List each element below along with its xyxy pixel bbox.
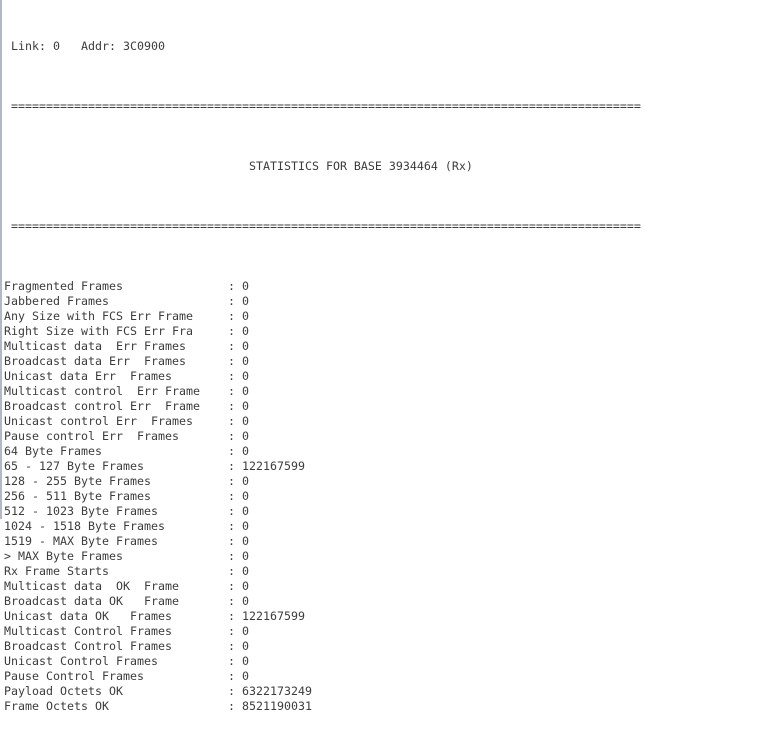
stat-colon: : [227, 459, 242, 473]
stat-row [4, 294, 759, 309]
stat-colon: : [227, 384, 242, 398]
stat-value: 0 [241, 594, 249, 608]
stat-label: 128 - 255 Byte Frames [4, 474, 151, 488]
stat-value: 0 [241, 324, 249, 338]
stat-row [4, 654, 759, 669]
stat-colon: : [227, 339, 242, 353]
stat-row [4, 444, 759, 459]
stat-colon: : [227, 534, 242, 548]
stat-label: 1519 - MAX Byte Frames [4, 534, 158, 548]
stat-label: Pause Control Frames [4, 669, 144, 683]
stat-label: Broadcast data OK Frame [4, 594, 179, 608]
stat-label: Multicast control Err Frame [4, 384, 200, 398]
stat-value: 0 [241, 489, 249, 503]
stat-colon: : [227, 279, 242, 293]
stat-value: 0 [241, 564, 249, 578]
stat-colon: : [227, 594, 242, 608]
stat-label: Rx Frame Starts [4, 564, 109, 578]
status-line [4, 39, 759, 54]
stat-value: 0 [241, 549, 249, 563]
stat-label: Unicast Control Frames [4, 654, 158, 668]
stat-label: Frame Octets OK [4, 699, 109, 713]
stat-row [4, 549, 759, 564]
stat-value: 6322173249 [241, 684, 312, 698]
stat-label: Broadcast Control Frames [4, 639, 172, 653]
stat-value: 8521190031 [241, 699, 312, 713]
stat-value: 0 [241, 624, 249, 638]
stat-row [4, 429, 759, 444]
separator-line-bottom: ========================================================================================== [4, 219, 641, 233]
stat-colon: : [227, 354, 242, 368]
stat-value: 0 [241, 414, 249, 428]
stat-label: Unicast data Err Frames [4, 369, 172, 383]
stat-label: Unicast control Err Frames [4, 414, 193, 428]
stat-value: 0 [241, 399, 249, 413]
stat-colon: : [227, 474, 242, 488]
stat-value: 122167599 [241, 459, 305, 473]
stat-colon: : [227, 654, 242, 668]
stat-row [4, 519, 759, 534]
stat-row [4, 489, 759, 504]
stat-value: 0 [241, 339, 249, 353]
stat-colon: : [227, 324, 242, 338]
stat-colon: : [227, 699, 242, 713]
stat-row [4, 609, 759, 624]
stat-colon: : [227, 399, 242, 413]
stat-value: 0 [241, 309, 249, 323]
stat-colon: : [227, 489, 242, 503]
stat-value: 0 [241, 354, 249, 368]
stat-colon: : [227, 429, 242, 443]
stat-colon: : [227, 504, 242, 518]
separator-line-top: ========================================================================================== [4, 99, 641, 113]
stat-label: 64 Byte Frames [4, 444, 102, 458]
stat-row [4, 534, 759, 549]
stat-value: 0 [241, 279, 249, 293]
stat-row [4, 669, 759, 684]
stat-row [4, 624, 759, 639]
stat-row [4, 564, 759, 579]
stat-label: Payload Octets OK [4, 684, 123, 698]
stat-label: Unicast data OK Frames [4, 609, 172, 623]
stat-value: 0 [241, 579, 249, 593]
stat-row [4, 684, 759, 699]
stat-colon: : [227, 609, 242, 623]
stat-row [4, 279, 759, 294]
stat-colon: : [227, 414, 242, 428]
stat-value: 0 [241, 384, 249, 398]
stat-colon: : [227, 684, 242, 698]
stat-rows-container [4, 279, 759, 714]
stat-label: Multicast Control Frames [4, 624, 172, 638]
stat-colon: : [227, 624, 242, 638]
stat-label: Broadcast data Err Frames [4, 354, 186, 368]
stat-label: 65 - 127 Byte Frames [4, 459, 144, 473]
stat-value: 0 [241, 474, 249, 488]
stat-label: Multicast data Err Frames [4, 339, 186, 353]
addr-field: Addr: 3C0900 [60, 39, 165, 53]
stat-colon: : [227, 564, 242, 578]
stat-label: Any Size with FCS Err Frame [4, 309, 193, 323]
stat-label: Jabbered Frames [4, 294, 109, 308]
stat-value: 122167599 [241, 609, 305, 623]
stat-colon: : [227, 669, 242, 683]
stat-label: Fragmented Frames [4, 279, 123, 293]
stat-colon: : [227, 579, 242, 593]
stat-label: > MAX Byte Frames [4, 549, 123, 563]
stat-row [4, 324, 759, 339]
stat-label: Multicast data OK Frame [4, 579, 179, 593]
stat-label: Broadcast control Err Frame [4, 399, 200, 413]
stat-colon: : [227, 294, 242, 308]
stat-label: 1024 - 1518 Byte Frames [4, 519, 165, 533]
stat-row [4, 414, 759, 429]
stat-row [4, 474, 759, 489]
stat-value: 0 [241, 534, 249, 548]
stat-colon: : [227, 369, 242, 383]
stat-row [4, 369, 759, 384]
stat-value: 0 [241, 654, 249, 668]
stat-colon: : [227, 309, 242, 323]
link-field: Link: 0 [4, 39, 60, 53]
stat-colon: : [227, 549, 242, 563]
stat-label: Pause control Err Frames [4, 429, 179, 443]
stat-value: 0 [241, 639, 249, 653]
stat-label: 512 - 1023 Byte Frames [4, 504, 158, 518]
stat-colon: : [227, 639, 242, 653]
stat-label: Right Size with FCS Err Fra [4, 324, 193, 338]
statistics-title: STATISTICS FOR BASE 3934464 (Rx) [248, 159, 473, 173]
stat-value: 0 [241, 669, 249, 683]
stat-row [4, 594, 759, 609]
stat-row [4, 459, 759, 474]
stat-value: 0 [241, 294, 249, 308]
stat-row [4, 309, 759, 324]
stat-value: 0 [241, 429, 249, 443]
stat-row [4, 384, 759, 399]
stat-colon: : [227, 444, 242, 458]
stat-row [4, 339, 759, 354]
stat-value: 0 [241, 519, 249, 533]
stat-row [4, 579, 759, 594]
stat-row [4, 399, 759, 414]
stat-row [4, 354, 759, 369]
stat-value: 0 [241, 504, 249, 518]
stat-row [4, 504, 759, 519]
stat-value: 0 [241, 369, 249, 383]
stat-colon: : [227, 519, 242, 533]
stat-label: 256 - 511 Byte Frames [4, 489, 151, 503]
stat-row [4, 639, 759, 654]
stat-row [4, 699, 759, 714]
stat-value: 0 [241, 444, 249, 458]
